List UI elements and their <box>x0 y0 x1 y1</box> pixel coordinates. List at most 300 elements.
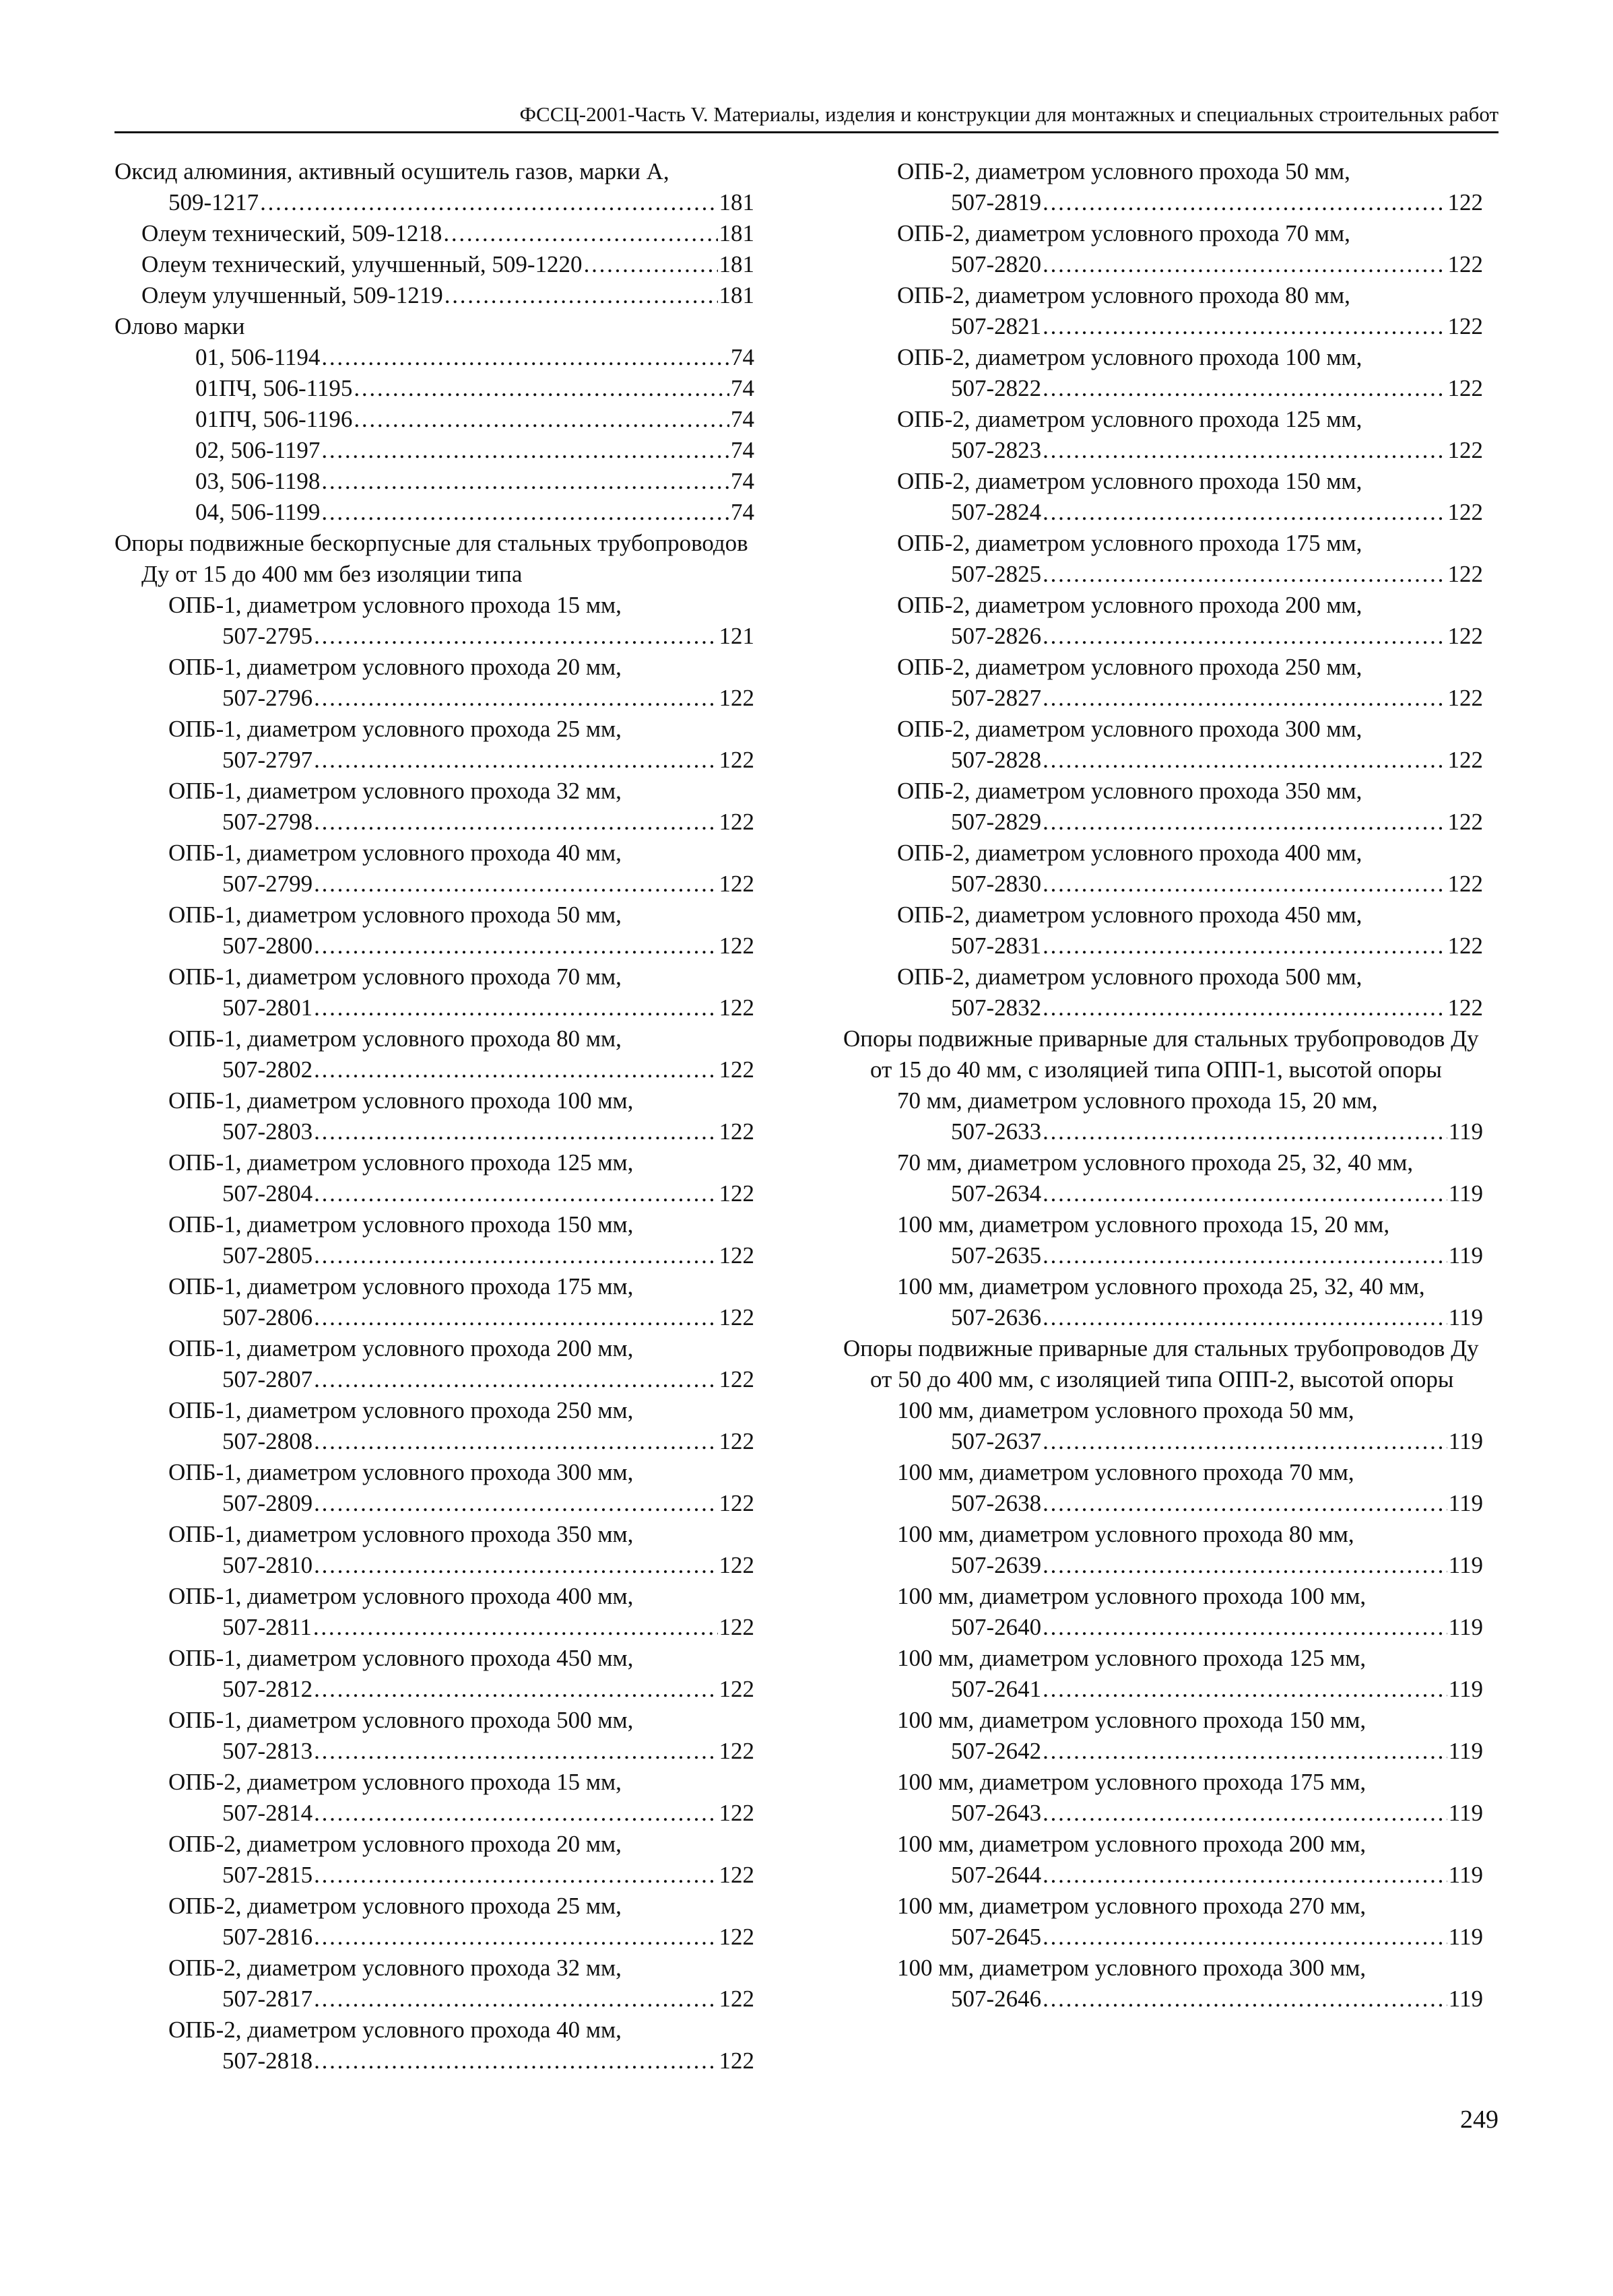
entry-text-first-line: 100 мм, диаметром условного прохода 125 мм, <box>897 1645 1367 1671</box>
entry-text: 507-2821 <box>951 313 1042 339</box>
entry-text-first-line: ОПБ-2, диаметром условного прохода 400 мм, <box>897 840 1362 866</box>
leader-dots <box>1043 745 1446 776</box>
entry-text: 507-2796 <box>222 685 313 711</box>
leader-dots <box>314 1736 717 1767</box>
entry-text-first-line: ОПБ-2, диаметром условного прохода 175 мм, <box>897 530 1362 556</box>
entry-text-first-line: ОПБ-1, диаметром условного прохода 125 мм, <box>168 1149 634 1176</box>
leader-dots <box>443 218 717 249</box>
entry-page: 122 <box>719 1800 754 1826</box>
entry-page: 122 <box>719 2048 754 2074</box>
leader-dots <box>1043 1178 1447 1209</box>
index-entry <box>114 156 754 218</box>
leader-dots <box>314 1054 717 1085</box>
leader-dots <box>1043 992 1446 1023</box>
entry-text-first-line: ОПБ-1, диаметром условного прохода 150 мм, <box>168 1211 634 1238</box>
entry-text-first-line: ОПБ-1, диаметром условного прохода 70 мм, <box>168 964 622 990</box>
entry-page: 119 <box>1448 1676 1483 1702</box>
entry-text: 507-2800 <box>222 933 313 959</box>
entry-text-first-line: 70 мм, диаметром условного прохода 15, 20 мм, <box>897 1087 1378 1114</box>
entry-text: Олеум технический, 509-1218 <box>141 220 442 246</box>
index-entry <box>843 652 1483 714</box>
entry-page: 122 <box>1447 747 1483 773</box>
index-entry <box>114 776 754 838</box>
entry-text-first-line: ОПБ-1, диаметром условного прохода 40 мм, <box>168 840 622 866</box>
entry-page: 122 <box>719 1986 754 2012</box>
leader-dots <box>314 683 717 714</box>
entry-page: 122 <box>1447 994 1483 1021</box>
entry-page: 122 <box>719 994 754 1021</box>
entry-text: 507-2641 <box>951 1676 1042 1702</box>
leader-dots <box>1043 435 1446 466</box>
index-entry <box>843 1953 1483 2015</box>
entry-text: 507-2644 <box>951 1862 1042 1888</box>
entry-text-first-line: ОПБ-2, диаметром условного прохода 150 мм, <box>897 468 1362 494</box>
entry-page: 122 <box>719 1552 754 1578</box>
entry-text: 01, 506-1194 <box>195 344 321 370</box>
entry-text: 507-2809 <box>222 1490 313 1516</box>
index-entry <box>843 961 1483 1023</box>
leader-dots <box>1043 1488 1447 1519</box>
entry-text: 507-2646 <box>951 1986 1042 2012</box>
entry-text-first-line: ОПБ-1, диаметром условного прохода 25 мм, <box>168 716 622 742</box>
index-entry <box>843 1147 1483 1209</box>
entry-text: 507-2820 <box>951 251 1042 277</box>
leader-dots <box>1043 869 1446 900</box>
entry-text-first-line: 100 мм, диаметром условного прохода 150 мм, <box>897 1707 1367 1733</box>
entry-text-first-line: ОПБ-1, диаметром условного прохода 350 мм, <box>168 1521 634 1547</box>
entry-text: 507-2642 <box>951 1738 1042 1764</box>
index-entry <box>114 838 754 900</box>
entry-page: 74 <box>731 437 754 463</box>
index-heading: Опоры подвижные приварные для стальных трубопроводов Ду от 15 до 40 мм, с изоляцией типа ОПП-1, высотой опоры <box>843 1025 1479 1083</box>
index-entry <box>843 280 1483 342</box>
index-entry <box>843 342 1483 404</box>
index-entry <box>843 218 1483 280</box>
index-entry <box>114 280 754 311</box>
leader-dots <box>314 1798 717 1829</box>
index-heading: Опоры подвижные приварные для стальных трубопроводов Ду от 50 до 400 мм, с изоляцией типа ОПП-2, высотой опоры <box>843 1335 1479 1392</box>
leader-dots <box>1043 497 1446 528</box>
entry-page: 122 <box>719 1862 754 1888</box>
entry-text-first-line: ОПБ-1, диаметром условного прохода 200 мм, <box>168 1335 634 1361</box>
leader-dots <box>1043 1302 1447 1333</box>
leader-dots <box>1043 1674 1447 1705</box>
entry-page: 181 <box>719 282 754 308</box>
entry-page: 122 <box>1447 313 1483 339</box>
entry-page: 122 <box>719 1676 754 1702</box>
entry-text-first-line: 100 мм, диаметром условного прохода 50 мм, <box>897 1397 1354 1423</box>
entry-text-first-line: ОПБ-2, диаметром условного прохода 100 мм, <box>897 344 1362 370</box>
entry-text-first-line: Оксид алюминия, активный осушитель газов, марки А, <box>114 158 669 184</box>
entry-page: 122 <box>719 809 754 835</box>
index-entry <box>843 1581 1483 1643</box>
index-entry <box>114 497 754 528</box>
leader-dots <box>1043 1860 1447 1891</box>
entry-page: 74 <box>731 468 754 494</box>
leader-dots <box>321 466 729 497</box>
entry-text-first-line: ОПБ-2, диаметром условного прохода 125 мм, <box>897 406 1362 432</box>
entry-text: 507-2643 <box>951 1800 1042 1826</box>
leader-dots <box>314 931 717 961</box>
entry-text: 507-2638 <box>951 1490 1042 1516</box>
entry-page: 119 <box>1448 1862 1483 1888</box>
leader-dots <box>321 497 729 528</box>
leader-dots <box>1043 807 1446 838</box>
entry-text: 507-2829 <box>951 809 1042 835</box>
entry-text-first-line: 100 мм, диаметром условного прохода 300 мм, <box>897 1955 1367 1981</box>
leader-dots <box>314 1550 717 1581</box>
entry-text-first-line: 100 мм, диаметром условного прохода 270 мм, <box>897 1893 1367 1919</box>
index-entry <box>843 1209 1483 1271</box>
index-entry <box>114 249 754 280</box>
index-entry <box>114 1643 754 1705</box>
index-entry <box>114 1271 754 1333</box>
entry-page: 122 <box>1447 623 1483 649</box>
index-entry <box>114 1147 754 1209</box>
index-entry <box>114 1457 754 1519</box>
leader-dots <box>1043 187 1446 218</box>
entry-text-first-line: 100 мм, диаметром условного прохода 70 мм, <box>897 1459 1354 1485</box>
index-entry <box>114 435 754 466</box>
entry-text: 507-2799 <box>222 871 313 897</box>
entry-text-first-line: ОПБ-1, диаметром условного прохода 500 мм, <box>168 1707 634 1733</box>
entry-text-first-line: ОПБ-1, диаметром условного прохода 80 мм, <box>168 1025 622 1052</box>
entry-text: 507-2806 <box>222 1304 313 1330</box>
leader-dots <box>1043 1116 1447 1147</box>
entry-page: 122 <box>719 1366 754 1392</box>
index-entry <box>843 900 1483 961</box>
leader-dots <box>321 342 729 373</box>
index-entry <box>114 590 754 652</box>
leader-dots <box>314 1240 717 1271</box>
entry-text: 507-2818 <box>222 2048 313 2074</box>
entry-text-first-line: ОПБ-2, диаметром условного прохода 250 мм, <box>897 654 1362 680</box>
index-entry <box>843 1085 1483 1147</box>
entry-text: 507-2814 <box>222 1800 313 1826</box>
entry-page: 119 <box>1448 1428 1483 1454</box>
leader-dots <box>314 1922 717 1953</box>
leader-dots <box>314 1178 717 1209</box>
leader-dots <box>1043 373 1446 404</box>
leader-dots <box>1043 1612 1447 1643</box>
entry-text-first-line: ОПБ-2, диаметром условного прохода 80 мм, <box>897 282 1350 308</box>
entry-text: 507-2815 <box>222 1862 313 1888</box>
index-column-right <box>843 156 1483 2015</box>
entry-text: 507-2824 <box>951 499 1042 525</box>
entry-text: 507-2807 <box>222 1366 313 1392</box>
entry-text-first-line: ОПБ-2, диаметром условного прохода 200 мм, <box>897 592 1362 618</box>
entry-text-first-line: 100 мм, диаметром условного прохода 100 мм, <box>897 1583 1367 1609</box>
entry-text: 507-2640 <box>951 1614 1042 1640</box>
index-entry <box>114 1395 754 1457</box>
entry-page: 74 <box>731 406 754 432</box>
entry-page: 119 <box>1448 1986 1483 2012</box>
leader-dots <box>1043 559 1446 590</box>
entry-text-first-line: ОПБ-1, диаметром условного прохода 175 мм, <box>168 1273 634 1299</box>
entry-page: 122 <box>719 871 754 897</box>
entry-text-first-line: ОПБ-1, диаметром условного прохода 300 мм, <box>168 1459 634 1485</box>
leader-dots <box>260 187 717 218</box>
entry-text-first-line: ОПБ-1, диаметром условного прохода 32 мм, <box>168 778 622 804</box>
entry-text: 507-2813 <box>222 1738 313 1764</box>
entry-text: 507-2832 <box>951 994 1042 1021</box>
entry-text: 507-2804 <box>222 1180 313 1207</box>
entry-page: 122 <box>719 685 754 711</box>
index-entry <box>843 1643 1483 1705</box>
leader-dots <box>1043 311 1446 342</box>
entry-text-first-line: ОПБ-2, диаметром условного прохода 500 мм, <box>897 964 1362 990</box>
index-entry <box>114 342 754 373</box>
entry-page: 122 <box>1447 809 1483 835</box>
entry-text-first-line: ОПБ-1, диаметром условного прохода 250 мм, <box>168 1397 634 1423</box>
index-entry <box>114 466 754 497</box>
entry-text: 507-2798 <box>222 809 313 835</box>
entry-text: 01ПЧ, 506-1195 <box>195 375 353 401</box>
entry-page: 122 <box>719 1242 754 1269</box>
index-entry <box>843 404 1483 466</box>
leader-dots <box>314 807 717 838</box>
index-entry <box>114 1023 754 1085</box>
entry-page: 74 <box>731 499 754 525</box>
entry-text-first-line: 100 мм, диаметром условного прохода 175 мм, <box>897 1769 1367 1795</box>
entry-page: 122 <box>719 1118 754 1145</box>
entry-page: 122 <box>1447 251 1483 277</box>
entry-text-first-line: 100 мм, диаметром условного прохода 80 мм, <box>897 1521 1354 1547</box>
running-header: ФССЦ-2001-Часть V. Материалы, изделия и конструкции для монтажных и специальных строительных работ <box>114 101 1499 133</box>
index-heading: Олово марки <box>114 313 245 339</box>
index-entry <box>843 838 1483 900</box>
entry-text-first-line: 70 мм, диаметром условного прохода 25, 32, 40 мм, <box>897 1149 1414 1176</box>
entry-page: 122 <box>719 933 754 959</box>
entry-text-first-line: ОПБ-2, диаметром условного прохода 300 мм, <box>897 716 1362 742</box>
entry-text-first-line: ОПБ-2, диаметром условного прохода 450 мм, <box>897 902 1362 928</box>
entry-page: 122 <box>1447 685 1483 711</box>
leader-dots <box>314 1488 717 1519</box>
index-entry <box>114 1519 754 1581</box>
entry-text-first-line: ОПБ-2, диаметром условного прохода 32 мм, <box>168 1955 622 1981</box>
entry-text: 507-2823 <box>951 437 1042 463</box>
entry-text: Олеум улучшенный, 509-1219 <box>141 282 443 308</box>
index-entry <box>114 1705 754 1767</box>
leader-dots <box>321 435 729 466</box>
leader-dots <box>354 373 729 404</box>
entry-page: 181 <box>719 220 754 246</box>
entry-text-first-line: ОПБ-1, диаметром условного прохода 400 мм, <box>168 1583 634 1609</box>
entry-text-first-line: ОПБ-2, диаметром условного прохода 20 мм, <box>168 1831 622 1857</box>
leader-dots <box>1043 683 1446 714</box>
entry-text: 507-2810 <box>222 1552 313 1578</box>
entry-text: 507-2825 <box>951 561 1042 587</box>
entry-text: 507-2805 <box>222 1242 313 1269</box>
entry-text-first-line: ОПБ-2, диаметром условного прохода 15 мм, <box>168 1769 622 1795</box>
leader-dots <box>1043 1984 1447 2015</box>
leader-dots <box>314 745 717 776</box>
entry-text: 03, 506-1198 <box>195 468 321 494</box>
leader-dots <box>354 404 729 435</box>
leader-dots <box>314 992 717 1023</box>
entry-text-first-line: 100 мм, диаметром условного прохода 25, 32, 40 мм, <box>897 1273 1425 1299</box>
index-entry <box>114 404 754 435</box>
index-heading: Опоры подвижные бескорпусные для стальных трубопроводов Ду от 15 до 400 мм без изоляции типа <box>114 530 748 587</box>
entry-text: 507-2812 <box>222 1676 313 1702</box>
index-entry <box>114 1953 754 2015</box>
leader-dots <box>314 1364 717 1395</box>
leader-dots <box>314 1984 717 2015</box>
page-number: 249 <box>1460 2105 1499 2134</box>
index-entry <box>114 1829 754 1891</box>
entry-text-first-line: ОПБ-2, диаметром условного прохода 40 мм, <box>168 2017 622 2043</box>
entry-page: 122 <box>719 1428 754 1454</box>
leader-dots <box>314 2046 717 2076</box>
entry-text: 507-2803 <box>222 1118 313 1145</box>
index-entry <box>114 652 754 714</box>
entry-text-first-line: ОПБ-2, диаметром условного прохода 50 мм, <box>897 158 1350 184</box>
entry-text: 507-2827 <box>951 685 1042 711</box>
index-entry <box>843 1519 1483 1581</box>
entry-page: 122 <box>1447 189 1483 215</box>
entry-page: 119 <box>1448 1490 1483 1516</box>
entry-page: 122 <box>719 1180 754 1207</box>
entry-text: 507-2634 <box>951 1180 1042 1207</box>
entry-text-first-line: 100 мм, диаметром условного прохода 200 мм, <box>897 1831 1367 1857</box>
entry-text: 507-2816 <box>222 1924 313 1950</box>
leader-dots <box>314 1426 717 1457</box>
index-entry <box>114 1085 754 1147</box>
entry-text: 507-2819 <box>951 189 1042 215</box>
entry-page: 122 <box>719 1490 754 1516</box>
entry-text: 507-2801 <box>222 994 313 1021</box>
entry-text: 507-2831 <box>951 933 1042 959</box>
index-entry <box>843 1705 1483 1767</box>
entry-page: 122 <box>719 1304 754 1330</box>
entry-page: 122 <box>1447 437 1483 463</box>
leader-dots <box>445 280 718 311</box>
index-entry <box>114 2015 754 2076</box>
entry-page: 122 <box>719 1614 754 1640</box>
index-entry <box>843 776 1483 838</box>
entry-page: 119 <box>1448 1738 1483 1764</box>
entry-page: 122 <box>1447 375 1483 401</box>
entry-page: 122 <box>719 1738 754 1764</box>
leader-dots <box>1043 1240 1447 1271</box>
entry-page: 119 <box>1448 1552 1483 1578</box>
leader-dots <box>1043 1550 1447 1581</box>
index-entry <box>114 961 754 1023</box>
entry-page: 119 <box>1448 1242 1483 1269</box>
entry-text-first-line: ОПБ-1, диаметром условного прохода 450 мм, <box>168 1645 634 1671</box>
entry-page: 122 <box>1447 499 1483 525</box>
entry-page: 74 <box>731 344 754 370</box>
leader-dots <box>314 1674 717 1705</box>
leader-dots <box>584 249 718 280</box>
entry-text: 507-2637 <box>951 1428 1042 1454</box>
entry-page: 119 <box>1448 1924 1483 1950</box>
entry-page: 122 <box>1447 933 1483 959</box>
leader-dots <box>314 869 717 900</box>
entry-text: 507-2808 <box>222 1428 313 1454</box>
leader-dots <box>314 1116 717 1147</box>
leader-dots <box>1043 1922 1447 1953</box>
entry-text-first-line: ОПБ-2, диаметром условного прохода 70 мм, <box>897 220 1350 246</box>
entry-text: 507-2830 <box>951 871 1042 897</box>
entry-text: 507-2828 <box>951 747 1042 773</box>
entry-page: 122 <box>719 1056 754 1083</box>
entry-page: 181 <box>719 251 754 277</box>
entry-text: 509-1217 <box>168 189 259 215</box>
leader-dots <box>1043 1736 1447 1767</box>
index-entry <box>843 590 1483 652</box>
entry-text-first-line: ОПБ-2, диаметром условного прохода 350 мм, <box>897 778 1362 804</box>
index-entry <box>114 373 754 404</box>
index-entry <box>843 1395 1483 1457</box>
leader-dots <box>314 621 717 652</box>
entry-text-first-line: ОПБ-1, диаметром условного прохода 15 мм, <box>168 592 622 618</box>
entry-text: 02, 506-1197 <box>195 437 321 463</box>
leader-dots <box>313 1612 718 1643</box>
index-entry <box>114 900 754 961</box>
entry-text: 507-2645 <box>951 1924 1042 1950</box>
entry-text: 507-2795 <box>222 623 313 649</box>
entry-page: 122 <box>719 747 754 773</box>
index-column-left <box>114 156 754 2076</box>
entry-text: 507-2826 <box>951 623 1042 649</box>
entry-page: 121 <box>719 623 754 649</box>
leader-dots <box>1043 249 1446 280</box>
entry-page: 119 <box>1448 1180 1483 1207</box>
index-entry <box>843 1271 1483 1333</box>
entry-text: 507-2636 <box>951 1304 1042 1330</box>
entry-text: 507-2822 <box>951 375 1042 401</box>
index-entry <box>114 1333 754 1395</box>
index-entry <box>843 714 1483 776</box>
index-entry <box>843 528 1483 590</box>
leader-dots <box>314 1302 717 1333</box>
entry-page: 119 <box>1448 1304 1483 1330</box>
entry-page: 74 <box>731 375 754 401</box>
index-entry <box>843 1457 1483 1519</box>
entry-text: 507-2635 <box>951 1242 1042 1269</box>
entry-text: 507-2797 <box>222 747 313 773</box>
index-entry <box>114 1767 754 1829</box>
index-entry <box>843 1891 1483 1953</box>
entry-text-first-line: ОПБ-1, диаметром условного прохода 20 мм, <box>168 654 622 680</box>
index-entry <box>843 1767 1483 1829</box>
entry-text: 507-2802 <box>222 1056 313 1083</box>
entry-text: Олеум технический, улучшенный, 509-1220 <box>141 251 583 277</box>
index-entry <box>114 1209 754 1271</box>
entry-text: 04, 506-1199 <box>195 499 321 525</box>
entry-text: 507-2633 <box>951 1118 1042 1145</box>
entry-text: 507-2817 <box>222 1986 313 2012</box>
entry-text-first-line: ОПБ-2, диаметром условного прохода 25 мм, <box>168 1893 622 1919</box>
index-entry <box>843 466 1483 528</box>
entry-page: 181 <box>719 189 754 215</box>
entry-page: 122 <box>719 1924 754 1950</box>
entry-text: 507-2639 <box>951 1552 1042 1578</box>
leader-dots <box>314 1860 717 1891</box>
entry-page: 122 <box>1447 561 1483 587</box>
leader-dots <box>1043 1798 1447 1829</box>
leader-dots <box>1043 621 1446 652</box>
index-entry <box>114 714 754 776</box>
entry-page: 119 <box>1448 1118 1483 1145</box>
leader-dots <box>1043 931 1446 961</box>
index-entry <box>114 218 754 249</box>
index-entry <box>843 1829 1483 1891</box>
entry-page: 122 <box>1447 871 1483 897</box>
entry-text: 01ПЧ, 506-1196 <box>195 406 353 432</box>
entry-page: 119 <box>1448 1614 1483 1640</box>
